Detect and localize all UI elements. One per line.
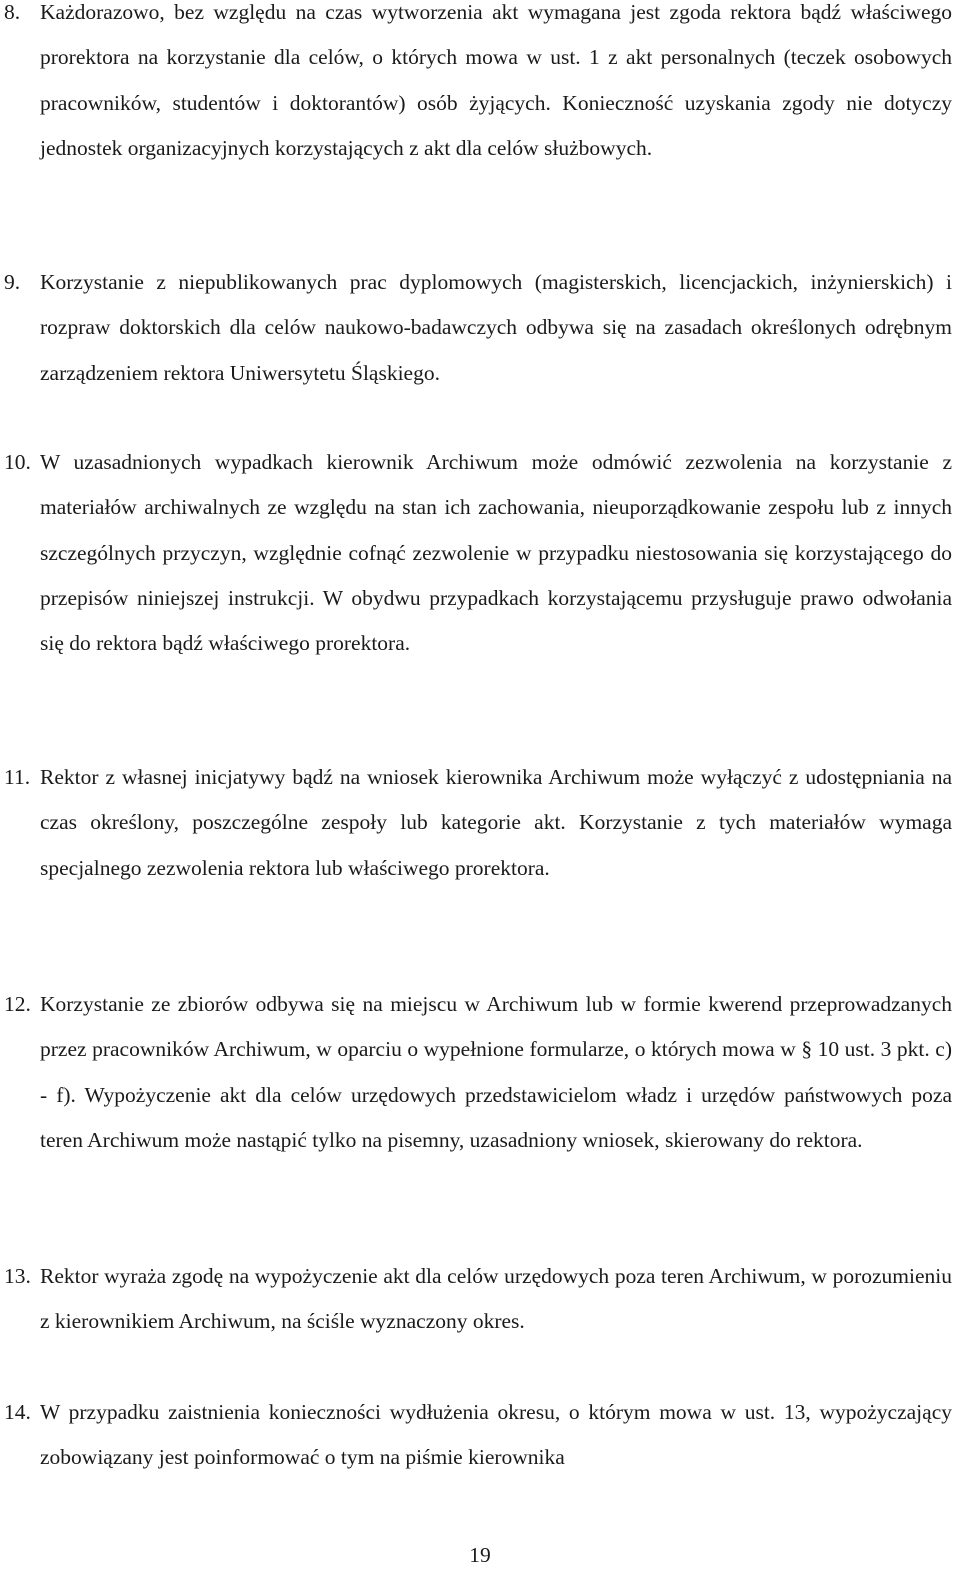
list-item xyxy=(0,982,952,1163)
item-text: W przypadku zaistnienia konieczności wydłużenia okresu, o którym mowa w ust. 13, wypożyczający zobowiązany jest poinformować o tym na piśmie kierownika xyxy=(40,1400,952,1470)
item-number: 8. xyxy=(4,0,21,24)
list-item xyxy=(0,1254,952,1345)
item-number: 14. xyxy=(4,1400,31,1424)
list-item xyxy=(0,440,952,666)
item-text: Każdorazowo, bez względu na czas wytworzenia akt wymagana jest zgoda rektora bądź właściwego prorektora na korzystanie dla celów, o których mowa w ust. 1 z akt personalnych (teczek osobowych pracowników, studentów i doktorantów) osób żyjących. Konieczność uzyskania zgody nie dotyczy jednostek organizacyjnych korzystających z akt dla celów służbowych. xyxy=(40,0,952,160)
item-text: Korzystanie ze zbiorów odbywa się na miejscu w Archiwum lub w formie kwerend przeprowadzanych przez pracowników Archiwum, w oparciu o wypełnione formularze, o których mowa w § 10 ust. 3 pkt. c) - f). Wypożyczenie akt dla celów urzędowych przedstawicielom władz i urzędów państwowych poza teren Archiwum może nastąpić tylko na pisemny, uzasadniony wniosek, skierowany do rektora. xyxy=(40,992,952,1152)
item-text: Rektor wyraża zgodę na wypożyczenie akt dla celów urzędowych poza teren Archiwum, w porozumieniu z kierownikiem Archiwum, na ściśle wyznaczony okres. xyxy=(40,1264,952,1334)
item-text: W uzasadnionych wypadkach kierownik Archiwum może odmówić zezwolenia na korzystanie z materiałów archiwalnych ze względu na stan ich zachowania, nieuporządkowanie zespołu lub z innych szczególnych przyczyn, względnie cofnąć zezwolenie w przypadku niestosowania się korzystającego do przepisów niniejszej instrukcji. W obydwu przypadkach korzystającemu przysługuje prawo odwołania się do rektora bądź właściwego prorektora. xyxy=(40,450,952,656)
item-text: Korzystanie z niepublikowanych prac dyplomowych (magisterskich, licencjackich, inżynierskich) i rozpraw doktorskich dla celów naukowo-badawczych odbywa się na zasadach określonych odrębnym zarządzeniem rektora Uniwersytetu Śląskiego. xyxy=(40,270,952,385)
list-item xyxy=(0,1390,952,1481)
item-number: 9. xyxy=(4,270,21,294)
item-number: 13. xyxy=(4,1264,31,1288)
item-number: 11. xyxy=(4,765,31,789)
list-item xyxy=(0,260,952,396)
item-number: 10. xyxy=(4,450,31,474)
list-item xyxy=(0,0,952,171)
list-item xyxy=(0,755,952,891)
item-text: Rektor z własnej inicjatywy bądź na wniosek kierownika Archiwum może wyłączyć z udostępniania na czas określony, poszczególne zespoły lub kategorie akt. Korzystanie z tych materiałów wymaga specjalnego zezwolenia rektora lub właściwego prorektora. xyxy=(40,765,952,880)
page-number: 19 xyxy=(469,1543,491,1567)
item-number: 12. xyxy=(4,992,31,1016)
